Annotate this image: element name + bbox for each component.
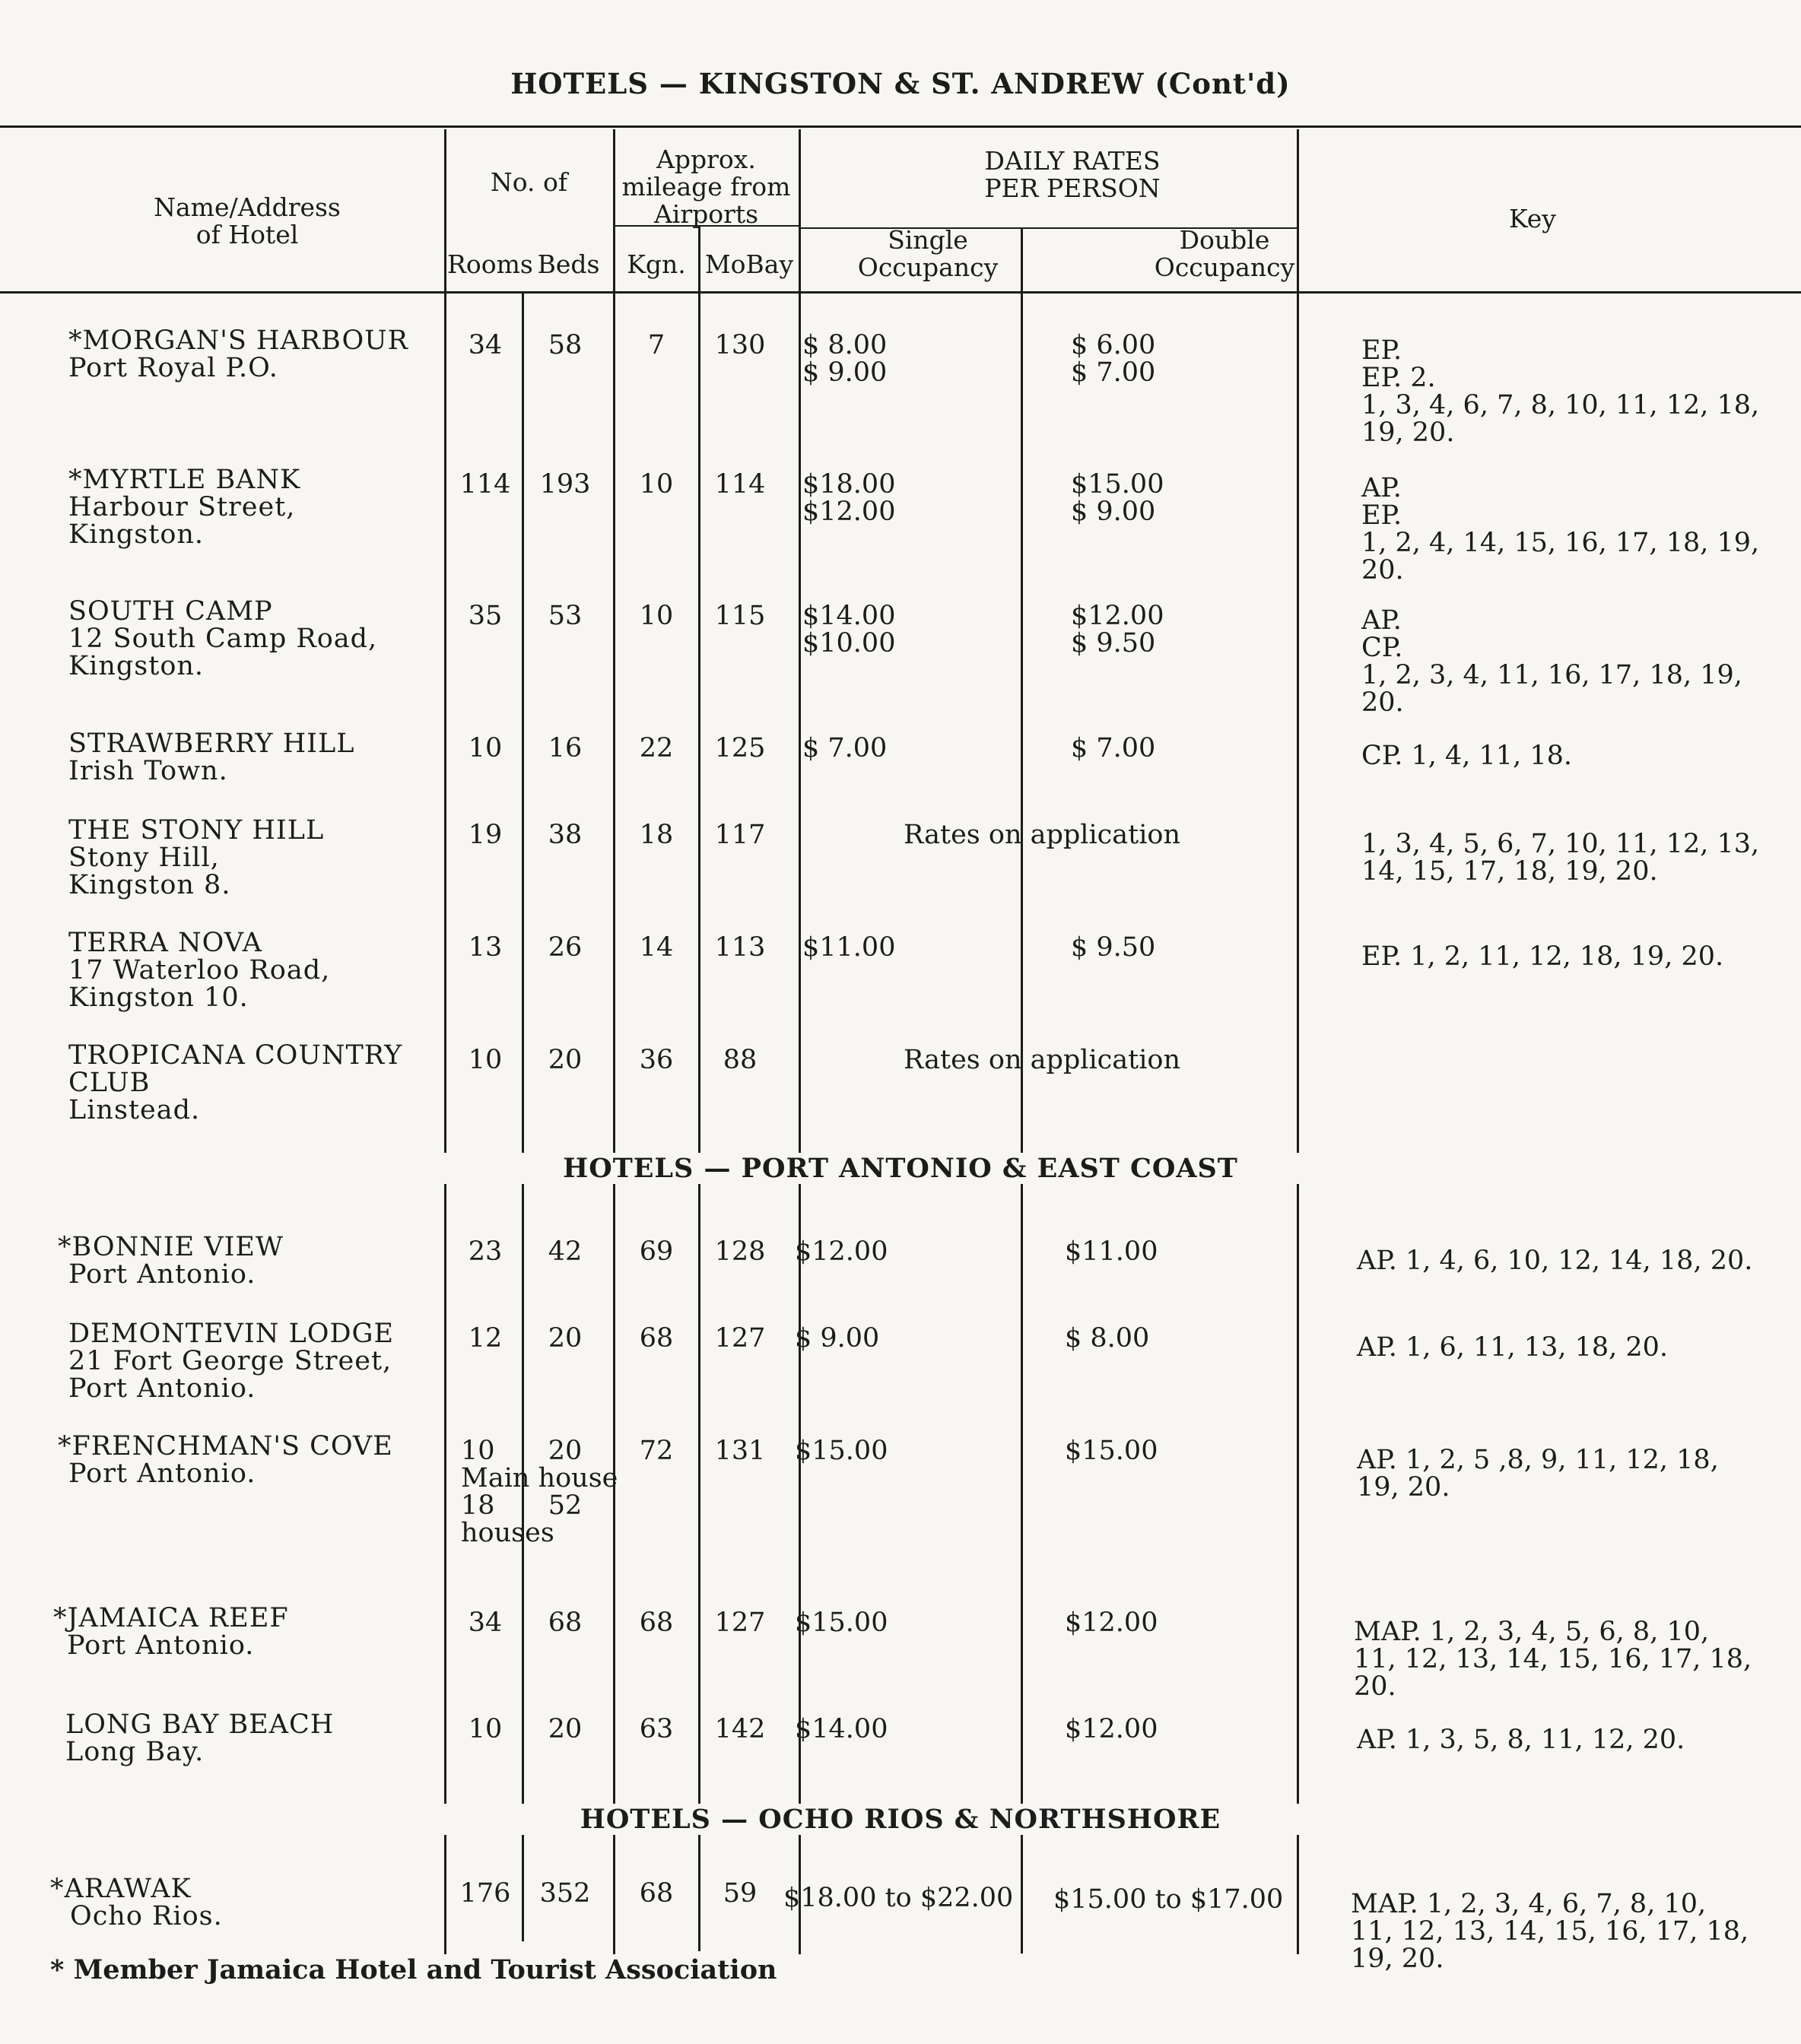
hotel-name-address (65, 1711, 446, 1766)
hotel-name-address (50, 1875, 430, 1930)
kgn-mileage: 18 (639, 820, 674, 850)
key-codes: AP. 1, 2, 5 ,8, 9, 11, 12, 18, 19, 20. (1357, 1445, 1719, 1503)
rooms-count: 34 (468, 1608, 503, 1638)
beds-count: 42 (548, 1236, 583, 1267)
rooms-count: 10 (468, 1714, 503, 1744)
key-codes: MAP. 1, 2, 3, 4, 6, 7, 8, 10, 11, 12, 13, 14, 15, 16, 17, 18, 19, 20. (1351, 1889, 1749, 1974)
key-codes: AP. 1, 4, 6, 10, 12, 14, 18, 20. (1357, 1246, 1753, 1276)
key-codes: AP. CP. 1, 2, 3, 4, 11, 16, 17, 18, 19, 20. (1361, 605, 1742, 718)
mobay-mileage: 115 (714, 601, 766, 631)
hotel-address: 17 Waterloo Road, Kingston 10. (68, 955, 331, 1013)
kgn-mileage: 14 (639, 932, 674, 963)
hotel-name: THE STONY HILL (68, 815, 325, 846)
hotel-address: Port Royal P.O. (68, 353, 278, 383)
single-rate: $18.00 to $22.00 (783, 1883, 1014, 1913)
beds-count: 26 (548, 932, 583, 963)
hotel-name: *FRENCHMAN'S COVE (58, 1431, 393, 1462)
rooms-count: 12 (468, 1323, 503, 1354)
beds-count: 53 (548, 601, 583, 631)
double-rate: $12.00 $ 9.50 (1071, 601, 1164, 659)
hotel-address: Linstead. (68, 1095, 201, 1125)
mobay-mileage: 88 (723, 1045, 758, 1075)
beds-count: 20 (548, 1323, 583, 1354)
double-rate: $ 7.00 (1071, 733, 1156, 763)
header-mileage: Approx. mileage from Airports (621, 144, 791, 229)
kgn-mileage: 7 (647, 330, 665, 360)
double-rate: $ 6.00 $ 7.00 (1071, 330, 1156, 388)
footnote: * Member Jamaica Hotel and Tourist Association (50, 1954, 777, 1985)
beds-count: 38 (548, 820, 583, 850)
kgn-mileage: 10 (639, 601, 674, 631)
beds-count: 68 (548, 1608, 583, 1638)
key-codes: EP. EP. 2. 1, 3, 4, 6, 7, 8, 10, 11, 12, 18, 19, 20. (1361, 335, 1760, 448)
beds-count: 16 (548, 733, 583, 763)
hotel-name: TERRA NOVA (68, 928, 262, 958)
rooms-count: 10 (468, 1045, 503, 1075)
mobay-mileage: 130 (714, 330, 766, 360)
page-title: HOTELS — KINGSTON & ST. ANDREW (Cont'd) (510, 67, 1291, 100)
beds-count: 20 52 (548, 1436, 583, 1521)
beds-count: 20 (548, 1714, 583, 1744)
header-beds: Beds (537, 249, 600, 279)
kgn-mileage: 69 (639, 1236, 674, 1267)
rates-on-application: Rates on application (903, 1045, 1181, 1075)
hotel-name-address (53, 1604, 434, 1659)
header-bottom-rule (0, 291, 1801, 294)
hotel-name: LONG BAY BEACH (65, 1709, 335, 1740)
col-rule-rooms (522, 291, 524, 1941)
rooms-count: 35 (468, 601, 503, 631)
key-codes: EP. 1, 2, 11, 12, 18, 19, 20. (1361, 941, 1724, 972)
beds-count: 20 (548, 1045, 583, 1075)
single-rate: $15.00 (795, 1608, 888, 1638)
key-codes: AP. EP. 1, 2, 4, 14, 15, 16, 17, 18, 19, 20. (1361, 473, 1760, 586)
double-rate: $ 8.00 (1065, 1323, 1150, 1354)
kgn-mileage: 68 (639, 1323, 674, 1354)
single-rate: $15.00 (795, 1436, 888, 1466)
double-rate: $12.00 (1065, 1608, 1158, 1638)
hotel-name-address (58, 1433, 438, 1487)
mobay-mileage: 131 (714, 1436, 766, 1466)
hotel-address: Port Antonio. (67, 1630, 255, 1661)
hotel-address: Port Antonio. (68, 1458, 256, 1489)
key-codes: MAP. 1, 2, 3, 4, 5, 6, 8, 10, 11, 12, 13, 14, 15, 16, 17, 18, 20. (1354, 1617, 1752, 1702)
rooms-count: 34 (468, 330, 503, 360)
header-rooms: Rooms (447, 249, 533, 279)
rates-on-application: Rates on application (903, 820, 1181, 850)
hotel-address: Long Bay. (65, 1737, 205, 1767)
key-codes: 1, 3, 4, 5, 6, 7, 10, 11, 12, 13, 14, 15, 17, 18, 19, 20. (1361, 829, 1760, 887)
mobay-mileage: 127 (714, 1323, 766, 1354)
double-rate: $15.00 to $17.00 (1053, 1884, 1284, 1915)
single-rate: $ 8.00 $ 9.00 (802, 330, 888, 388)
mobay-mileage: 114 (714, 469, 766, 500)
single-rate: $ 9.00 (795, 1323, 880, 1354)
hotel-name: *BONNIE VIEW (58, 1232, 284, 1262)
section-heading-ocho-rios (0, 1804, 1801, 1835)
single-rate: $14.00 (795, 1714, 888, 1744)
kgn-mileage: 68 (639, 1608, 674, 1638)
double-rate: $12.00 (1065, 1714, 1158, 1744)
mobay-mileage: 125 (714, 733, 766, 763)
rooms-count: 10 Main house 18 houses (461, 1436, 618, 1548)
beds-count: 58 (548, 330, 583, 360)
hotel-name: *MYRTLE BANK (68, 465, 301, 495)
key-codes: AP. 1, 3, 5, 8, 11, 12, 20. (1357, 1725, 1685, 1755)
mobay-mileage: 142 (714, 1714, 766, 1744)
single-rate: $11.00 (802, 932, 896, 963)
hotel-name: STRAWBERRY HILL (68, 728, 355, 759)
hotel-name: *JAMAICA REEF (53, 1603, 289, 1633)
hotel-name-address (68, 327, 449, 382)
header-key: Key (1509, 204, 1556, 233)
section-heading-text: HOTELS — PORT ANTONIO & EAST COAST (554, 1153, 1247, 1184)
double-rate: $11.00 (1065, 1236, 1158, 1267)
header-mobay: MoBay (704, 249, 794, 279)
header-no-of: No. of (490, 167, 568, 197)
header-double: Double Occupancy (1154, 225, 1295, 282)
key-codes: CP. 1, 4, 11, 18. (1361, 741, 1572, 771)
hotel-name: SOUTH CAMP (68, 596, 273, 627)
kgn-mileage: 10 (639, 469, 674, 500)
hotel-name-address (68, 817, 449, 899)
mobay-mileage: 128 (714, 1236, 766, 1267)
hotel-name: *MORGAN'S HARBOUR (68, 325, 409, 356)
hotel-address: Harbour Street, Kingston. (68, 492, 296, 550)
hotel-address: Ocho Rios. (70, 1901, 223, 1931)
single-rate: $14.00 $10.00 (802, 601, 896, 659)
header-kgn: Kgn. (627, 249, 686, 279)
rooms-count: 114 (459, 469, 511, 500)
double-rate: $15.00 (1065, 1436, 1158, 1466)
kgn-mileage: 22 (639, 733, 674, 763)
header-top-rule (0, 125, 1801, 128)
section-heading-port-antonio (0, 1153, 1801, 1184)
hotel-name-address (68, 730, 449, 785)
col-rule-beds (613, 129, 615, 1954)
header-name-address: Name/Address of Hotel (154, 192, 341, 249)
key-codes: AP. 1, 6, 11, 13, 18, 20. (1357, 1332, 1669, 1363)
hotel-name-address (68, 929, 449, 1011)
hotel-name-address (68, 1042, 449, 1124)
hotel-address: Stony Hill, Kingston 8. (68, 843, 231, 900)
single-rate: $12.00 (795, 1236, 888, 1267)
hotel-address: 12 South Camp Road, Kingston. (68, 624, 378, 681)
col-rule-double (1297, 129, 1299, 1954)
section-heading-text: HOTELS — OCHO RIOS & NORTHSHORE (571, 1804, 1230, 1835)
kgn-mileage: 36 (639, 1045, 674, 1075)
rooms-count: 10 (468, 733, 503, 763)
header-single: Single Occupancy (857, 225, 999, 282)
mobay-mileage: 127 (714, 1608, 766, 1638)
rooms-count: 19 (468, 820, 503, 850)
col-rule-mobay (799, 129, 801, 1954)
hotel-name-address (58, 1233, 438, 1288)
hotel-name: TROPICANA COUNTRY CLUB (68, 1040, 403, 1098)
header-daily-rates: DAILY RATES PER PERSON (984, 146, 1161, 203)
kgn-mileage: 72 (639, 1436, 674, 1466)
hotel-name: DEMONTEVIN LODGE (68, 1319, 395, 1349)
hotel-name-address (68, 598, 449, 680)
single-rate: $ 7.00 (802, 733, 888, 763)
kgn-mileage: 63 (639, 1714, 674, 1744)
single-rate: $18.00 $12.00 (802, 469, 896, 527)
hotel-address: 21 Fort George Street, Port Antonio. (68, 1346, 392, 1404)
hotel-address: Port Antonio. (68, 1259, 256, 1290)
kgn-mileage: 68 (639, 1878, 674, 1909)
hotel-name-address (68, 1320, 449, 1402)
beds-count: 193 (539, 469, 591, 500)
mobay-mileage: 113 (714, 932, 766, 963)
mobay-mileage: 117 (714, 820, 766, 850)
double-rate: $ 9.50 (1071, 932, 1156, 963)
rooms-count: 23 (468, 1236, 503, 1267)
rooms-count: 13 (468, 932, 503, 963)
double-rate: $15.00 $ 9.00 (1071, 469, 1164, 527)
hotel-name: *ARAWAK (50, 1874, 192, 1904)
mobay-mileage: 59 (723, 1878, 758, 1909)
hotel-name-address (68, 466, 449, 548)
beds-count: 352 (539, 1878, 591, 1909)
hotel-address: Irish Town. (68, 756, 228, 786)
rooms-count: 176 (459, 1878, 511, 1909)
